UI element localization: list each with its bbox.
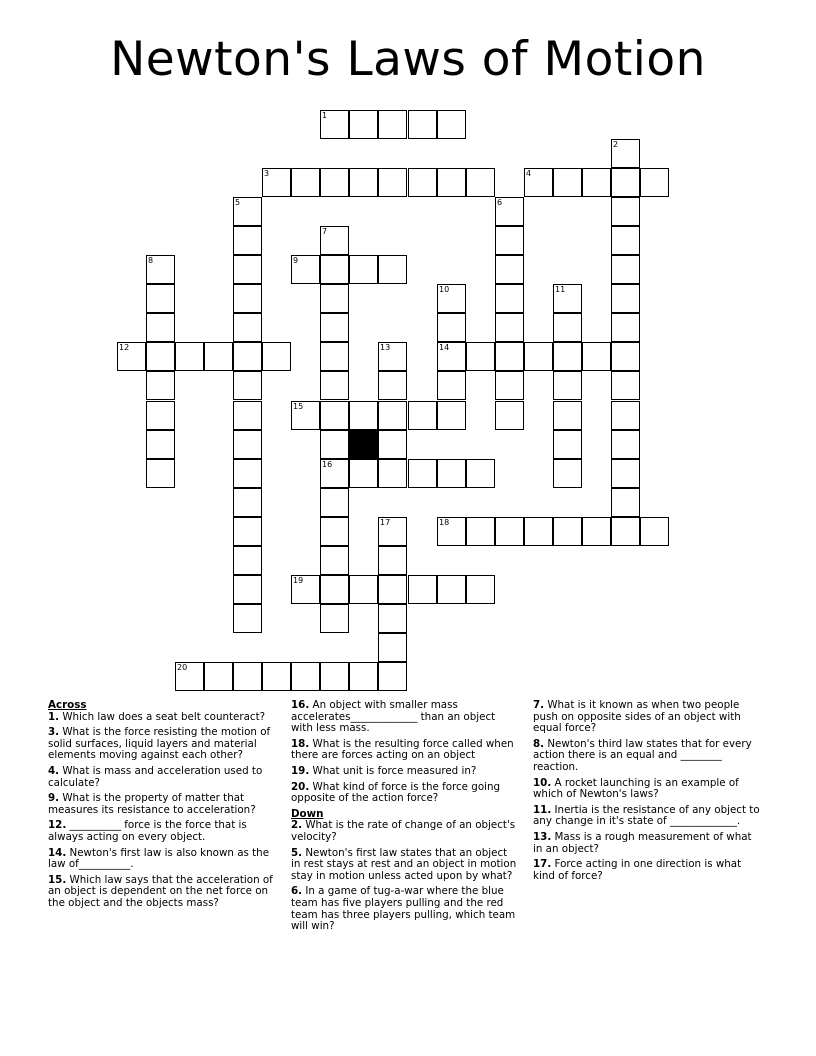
down-clue-10 [533, 778, 761, 801]
grid-cell[interactable] [320, 575, 349, 604]
grid-cell[interactable] [378, 604, 407, 633]
grid-cell[interactable] [437, 313, 466, 342]
grid-cell[interactable] [233, 459, 262, 488]
clue-number: 4. [48, 764, 60, 777]
grid-cell[interactable] [320, 284, 349, 313]
cell-number: 12 [119, 343, 130, 352]
grid-cell[interactable] [437, 517, 466, 546]
clue-number: 1. [48, 710, 60, 723]
grid-cell[interactable] [611, 371, 640, 400]
clue-text: What kind of force is the force going opposite of the action force? [291, 780, 501, 805]
down-clue-6 [291, 886, 519, 932]
grid-cell[interactable] [320, 546, 349, 575]
cell-number: 1 [322, 111, 328, 120]
clue-text: Mass is a rough measurement of what in an object? [533, 830, 752, 855]
cell-number: 8 [148, 256, 154, 265]
grid-cell[interactable] [233, 284, 262, 313]
grid-cell[interactable] [466, 459, 495, 488]
grid-cell[interactable] [146, 255, 175, 284]
clue-text: An object with smaller mass accelerates_____________ than an object with less mass. [291, 699, 496, 735]
grid-cell[interactable] [524, 168, 553, 197]
grid-cell[interactable] [349, 401, 378, 430]
cell-number: 10 [439, 285, 450, 294]
grid-cell[interactable] [553, 313, 582, 342]
clue-text: In a game of tug-a-war where the blue team has five players pulling and the red team has three players pulling, which team will win? [291, 885, 516, 933]
grid-cell[interactable] [349, 459, 378, 488]
clue-text: Newton's first law is also known as the law of__________. [48, 846, 270, 871]
clue-number: 8. [533, 737, 545, 750]
grid-cell[interactable] [233, 575, 262, 604]
grid-cell[interactable] [378, 633, 407, 662]
grid-cell[interactable] [495, 255, 524, 284]
grid-cell[interactable] [553, 459, 582, 488]
clue-text: What is mass and acceleration used to calculate? [48, 764, 263, 789]
grid-cell[interactable] [349, 110, 378, 139]
clue-number: 7. [533, 699, 545, 711]
grid-cell[interactable] [437, 110, 466, 139]
grid-cell[interactable] [175, 342, 204, 371]
grid-cell[interactable] [611, 430, 640, 459]
grid-cell[interactable] [378, 110, 407, 139]
grid-cell[interactable] [378, 342, 407, 371]
grid-cell[interactable] [466, 342, 495, 371]
down-clue-17 [533, 859, 761, 882]
grid-cell[interactable] [408, 575, 437, 604]
clue-text: __________ force is the force that is always acting on every object. [48, 819, 247, 843]
grid-cell[interactable] [378, 255, 407, 284]
grid-cell[interactable] [495, 197, 524, 226]
grid-cell[interactable] [320, 110, 349, 139]
grid-cell[interactable] [320, 459, 349, 488]
grid-cell[interactable] [175, 662, 204, 691]
clue-text: Newton's third law states that for every action there is an equal and ________ reaction. [533, 737, 752, 773]
grid-cell[interactable] [495, 342, 524, 371]
grid-cell[interactable] [466, 168, 495, 197]
clue-text: What is the force resisting the motion of solid surfaces, liquid layers and material elements moving against each other? [48, 726, 271, 762]
grid-cell[interactable] [262, 168, 291, 197]
grid-cell[interactable] [378, 546, 407, 575]
grid-cell[interactable] [378, 575, 407, 604]
grid-cell[interactable] [553, 401, 582, 430]
clue-column-3 [533, 700, 761, 886]
grid-cell[interactable] [349, 575, 378, 604]
grid-cell[interactable] [611, 197, 640, 226]
down-clue-2 [291, 820, 519, 843]
grid-cell[interactable] [320, 226, 349, 255]
grid-cell[interactable] [349, 255, 378, 284]
grid-cell[interactable] [582, 342, 611, 371]
grid-cell[interactable] [378, 459, 407, 488]
cell-number: 4 [526, 169, 532, 178]
clue-text: Which law does a seat belt counteract? [59, 710, 266, 723]
grid-cell[interactable] [320, 342, 349, 371]
grid-cell[interactable] [437, 575, 466, 604]
grid-cell[interactable] [233, 604, 262, 633]
grid-cell[interactable] [233, 517, 262, 546]
clue-number: 18. [291, 737, 310, 750]
grid-cell[interactable] [495, 517, 524, 546]
grid-cell[interactable] [204, 342, 233, 371]
grid-cell[interactable] [262, 662, 291, 691]
grid-cell[interactable] [495, 226, 524, 255]
grid-cell[interactable] [320, 488, 349, 517]
clue-text: Newton's first law states that an object in rest stays at rest and an object in motion stay in motion unless acted upon by what? [291, 846, 517, 882]
across-clue-4 [48, 766, 276, 789]
grid-cell[interactable] [553, 430, 582, 459]
grid-cell[interactable] [146, 313, 175, 342]
grid-cell[interactable] [320, 255, 349, 284]
clue-text: Force acting in one direction is what kind of force? [533, 858, 742, 882]
grid-cell[interactable] [349, 662, 378, 691]
across-clue-18 [291, 739, 519, 762]
page-title: Newton's Laws of Motion [110, 32, 706, 87]
cell-number: 19 [293, 576, 304, 585]
clue-number: 13. [533, 830, 552, 843]
cell-number: 2 [613, 140, 619, 149]
grid-cell[interactable] [233, 255, 262, 284]
grid-cell[interactable] [233, 488, 262, 517]
grid-cell[interactable] [146, 284, 175, 313]
grid-cell[interactable] [553, 284, 582, 313]
grid-cell[interactable] [146, 371, 175, 400]
grid-cell[interactable] [233, 401, 262, 430]
clue-text: A rocket launching is an example of which of Newton's laws? [533, 776, 739, 801]
cell-number: 3 [264, 169, 270, 178]
grid-cell[interactable] [378, 168, 407, 197]
grid-cell[interactable] [408, 459, 437, 488]
grid-cell[interactable] [611, 401, 640, 430]
down-clue-11 [533, 805, 761, 828]
grid-cell[interactable] [437, 401, 466, 430]
grid-cell[interactable] [611, 226, 640, 255]
grid-cell[interactable] [437, 371, 466, 400]
grid-cell[interactable] [233, 197, 262, 226]
grid-cell[interactable] [611, 459, 640, 488]
grid-cell[interactable] [146, 401, 175, 430]
across-clue-14 [48, 848, 276, 871]
grid-cell[interactable] [553, 168, 582, 197]
grid-cell[interactable] [640, 517, 669, 546]
grid-cell[interactable] [611, 517, 640, 546]
clue-text: What is the rate of change of an object's velocity? [291, 819, 516, 843]
grid-cell[interactable] [291, 168, 320, 197]
clue-number: 15. [48, 873, 67, 886]
grid-cell[interactable] [524, 517, 553, 546]
grid-cell[interactable] [291, 575, 320, 604]
across-clue-16 [291, 700, 519, 735]
grid-cell[interactable] [291, 255, 320, 284]
down-clue-13 [533, 832, 761, 855]
grid-cell[interactable] [611, 139, 640, 168]
grid-cell[interactable] [291, 662, 320, 691]
grid-cell[interactable] [378, 430, 407, 459]
clue-number: 20. [291, 780, 310, 793]
clue-text: Which law says that the acceleration of an object is dependent on the net force on the object and the objects mass? [48, 873, 273, 909]
grid-cell[interactable] [204, 662, 233, 691]
clue-number: 9. [48, 792, 60, 805]
grid-cell[interactable] [320, 604, 349, 633]
grid-cell[interactable] [378, 662, 407, 691]
grid-cell[interactable] [524, 342, 553, 371]
grid-cell[interactable] [437, 342, 466, 371]
grid-cell[interactable] [349, 168, 378, 197]
grid-cell[interactable] [233, 371, 262, 400]
grid-cell[interactable] [437, 459, 466, 488]
grid-cell[interactable] [378, 371, 407, 400]
grid-cell[interactable] [495, 371, 524, 400]
grid-cell[interactable] [233, 430, 262, 459]
cell-number: 14 [439, 343, 450, 352]
clue-text: What is the property of matter that measures its resistance to acceleration? [48, 792, 256, 816]
cell-number: 6 [497, 198, 503, 207]
clue-number: 5. [291, 846, 303, 859]
cell-number: 18 [439, 518, 450, 527]
grid-cell[interactable] [146, 430, 175, 459]
cell-number: 15 [293, 402, 304, 411]
cell-number: 7 [322, 227, 328, 236]
down-clue-7 [533, 700, 761, 735]
clue-number: 3. [48, 726, 60, 739]
clue-number: 16. [291, 699, 310, 711]
cell-number: 5 [235, 198, 241, 207]
grid-cell[interactable] [437, 284, 466, 313]
grid-cell[interactable] [320, 430, 349, 459]
grid-cell[interactable] [233, 662, 262, 691]
cell-number: 13 [380, 343, 391, 352]
clue-number: 19. [291, 764, 310, 777]
black-square [349, 430, 378, 459]
grid-cell[interactable] [378, 401, 407, 430]
clue-number: 12. [48, 819, 67, 832]
cell-number: 20 [177, 663, 188, 672]
grid-cell[interactable] [553, 342, 582, 371]
grid-cell[interactable] [466, 575, 495, 604]
grid-cell[interactable] [233, 342, 262, 371]
down-clue-5 [291, 848, 519, 883]
grid-cell[interactable] [320, 168, 349, 197]
grid-cell[interactable] [146, 342, 175, 371]
grid-cell[interactable] [320, 401, 349, 430]
cell-number: 9 [293, 256, 299, 265]
grid-cell[interactable] [553, 517, 582, 546]
clue-number: 11. [533, 803, 552, 816]
grid-cell[interactable] [640, 168, 669, 197]
down-clue-8 [533, 739, 761, 774]
clue-number: 6. [291, 885, 303, 898]
grid-cell[interactable] [320, 371, 349, 400]
across-clue-9 [48, 793, 276, 816]
grid-cell[interactable] [466, 517, 495, 546]
clue-number: 17. [533, 858, 552, 871]
clue-number: 10. [533, 776, 552, 789]
grid-cell[interactable] [262, 342, 291, 371]
grid-cell[interactable] [320, 662, 349, 691]
across-clue-3 [48, 727, 276, 762]
grid-cell[interactable] [408, 168, 437, 197]
grid-cell[interactable] [611, 255, 640, 284]
clue-column-2 [291, 700, 519, 937]
cell-number: 17 [380, 518, 391, 527]
clue-text: What unit is force measured in? [309, 764, 477, 777]
grid-cell[interactable] [291, 401, 320, 430]
across-clue-19 [291, 766, 519, 778]
grid-cell[interactable] [582, 168, 611, 197]
grid-cell[interactable] [582, 517, 611, 546]
grid-cell[interactable] [117, 342, 146, 371]
clue-text: What is it known as when two people push on opposite sides of an object with equal force? [533, 699, 741, 735]
cell-number: 11 [555, 285, 566, 294]
grid-cell[interactable] [611, 313, 640, 342]
grid-cell[interactable] [437, 168, 466, 197]
grid-cell[interactable] [611, 342, 640, 371]
grid-cell[interactable] [495, 284, 524, 313]
clue-text: Inertia is the resistance of any object to any change in it's state of _____________. [533, 803, 760, 828]
grid-cell[interactable] [320, 313, 349, 342]
grid-cell[interactable] [495, 313, 524, 342]
clue-column-1 [48, 700, 276, 914]
down-heading: Down [291, 807, 324, 820]
across-clue-20 [291, 782, 519, 805]
grid-cell[interactable] [611, 488, 640, 517]
across-clue-12 [48, 820, 276, 843]
grid-cell[interactable] [495, 401, 524, 430]
grid-cell[interactable] [611, 168, 640, 197]
clue-text: What is the resulting force called when there are forces acting on an object [291, 737, 514, 762]
across-clue-15 [48, 875, 276, 910]
clue-number: 2. [291, 819, 303, 832]
across-clue-1 [48, 712, 276, 724]
cell-number: 16 [322, 460, 333, 469]
grid-cell[interactable] [320, 517, 349, 546]
grid-cell[interactable] [233, 546, 262, 575]
grid-cell[interactable] [233, 313, 262, 342]
across-heading: Across [48, 699, 87, 711]
grid-cell[interactable] [146, 459, 175, 488]
grid-cell[interactable] [408, 401, 437, 430]
grid-cell[interactable] [378, 517, 407, 546]
clue-number: 14. [48, 846, 67, 859]
grid-cell[interactable] [408, 110, 437, 139]
grid-cell[interactable] [233, 226, 262, 255]
grid-cell[interactable] [553, 371, 582, 400]
grid-cell[interactable] [611, 284, 640, 313]
